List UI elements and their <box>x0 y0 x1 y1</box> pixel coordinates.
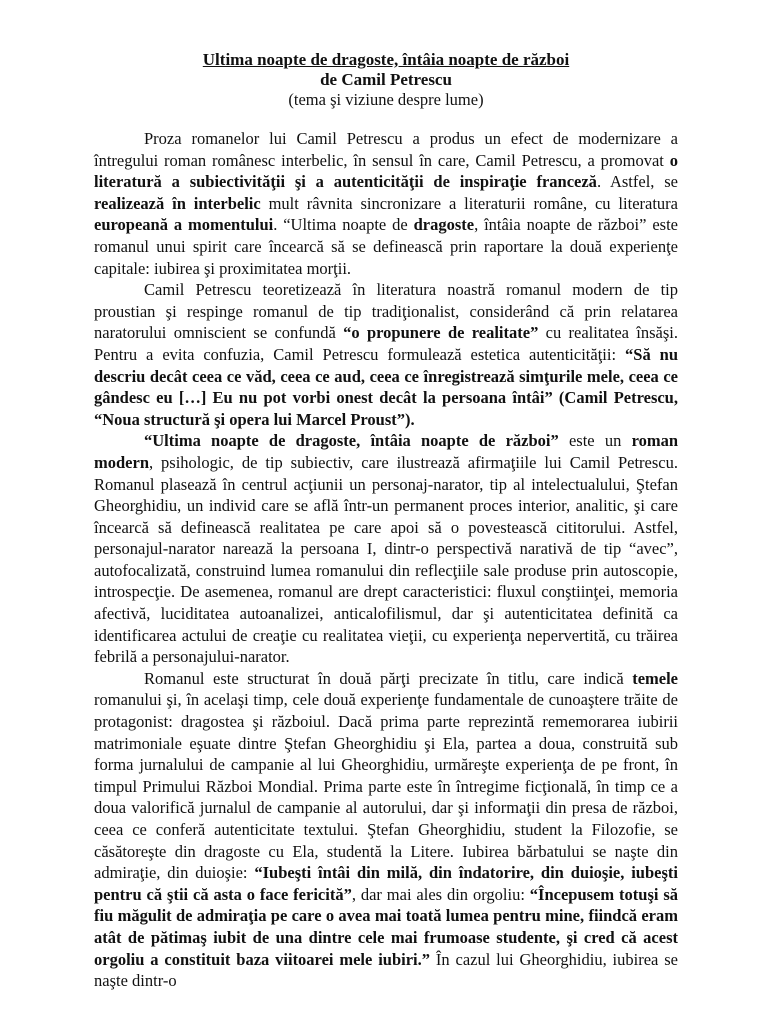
paragraph-3 <box>94 430 678 668</box>
text-run: Proza romanelor lui Camil Petrescu a produs un efect de modernizare a întregului roman românesc interbelic, în sensul în care, Camil Petrescu, a promovat <box>94 129 678 170</box>
text-run: este un <box>558 431 632 451</box>
bold-text-run: o literatură a subiectivităţii şi a autenticităţii de inspiraţie franceză <box>94 150 678 192</box>
document-title: Ultima noapte de dragoste, întâia noapte de război <box>202 50 570 69</box>
document-subtitle: (tema şi viziune despre lume) <box>288 90 484 109</box>
text-run: , întâia noapte de război” este romanul unui spirit care încearcă să se definească prin raportare la două experienţe capitale: iubirea şi proximitatea morţii. <box>94 215 678 278</box>
bold-text-run: “Începusem totuşi să fiu măgulit de admiraţia pe care o avea mai toată lumea pentru mine, fiindcă eram atât de pătimaş iubit de una dintre cele mai frumoase studente, şi cred că acest orgoliu a constituit baza viitoarei mele iubiri.” <box>94 884 679 969</box>
text-run: . Astfel, se <box>596 172 678 192</box>
paragraph-4 <box>94 668 678 992</box>
text-run: . “Ultima noapte de <box>273 215 414 235</box>
title-block <box>94 50 678 110</box>
body-text <box>94 128 678 992</box>
text-run: , dar mai ales din orgoliu: <box>351 884 530 904</box>
text-run: romanului şi, în acelaşi timp, cele două experienţe fundamentale de cunoaştere trăite de protagonist: dragostea şi războiul. Dacă prima parte reprezintă rememorarea iubirii matrimoniale eşuate dintre Ştefan Gheorghidiu şi Ela, partea a doua, construită sub forma jurnalului de campanie al lui Gheorghidiu, urmăreşte experienţa de pe front, în timpul Primului Război Mondial. Prima parte este în întregime ficţională, în timp ce a doua valorifică jurnalul de campanie al autorului, dar şi informaţii din presa de război, ceea ce conferă autenticitate textului. Ştefan Gheorghidiu, student la Filozofie, se căsătoreşte din dragoste cu Ela, studentă la Litere. Iubirea bărbatului se naşte din admiraţie, din duioşie: <box>94 690 678 883</box>
bold-text-run: dragoste <box>413 215 475 235</box>
bold-text-run: “Iubeşti întâi din milă, din îndatorire, din duioşie, iubeşti pentru că ştii că asta o face fericită” <box>94 863 678 904</box>
bold-text-run: temele <box>632 668 678 688</box>
text-run: mult râvnita sincronizare a literaturii române, cu literatura <box>260 193 678 213</box>
text-run: În cazul lui Gheorghidiu, iubirea se naşte dintr-o <box>94 949 678 991</box>
paragraph-1 <box>94 128 678 279</box>
text-run: Romanul este structurat în două părţi precizate în titlu, care indică <box>144 668 633 688</box>
bold-text-run: “Să nu descriu decât ceea ce văd, ceea ce aud, ceea ce înregistrează simţurile mele, ceea ce gândesc eu […] Eu nu pot vorbi onest decât la persoana întâi” (Camil Petrescu, “Noua structură şi opera lui Marcel Proust”). <box>94 344 679 429</box>
text-run: cu realitatea însăşi. Pentru a evita confuzia, Camil Petrescu formulează estetica autenticităţii: <box>94 323 679 364</box>
bold-text-run: “o propunere de realitate” <box>343 323 539 343</box>
bold-text-run: europeană a momentului <box>94 215 274 235</box>
bold-text-run: roman modern <box>94 431 679 472</box>
paragraph-2 <box>94 279 678 430</box>
document-author: de Camil Petrescu <box>320 70 452 89</box>
bold-text-run: realizează în interbelic <box>94 193 261 213</box>
text-run: Camil Petrescu teoretizează în literatura noastră romanul modern de tip proustian şi respinge romanul de tip tradiţionalist, considerând că prin relatarea naratorului omniscient se confundă <box>94 280 678 343</box>
text-run: , psihologic, de tip subiectiv, care ilustrează afirmaţiile lui Camil Petrescu. Romanul plasează în centrul acţiunii un personaj-narator, tip al intelectualului, Ştefan Gheorghidiu, un individ care se află într-un permanent proces interior, analitic, şi care încearcă să definească realitatea pe care apoi să o povestească cititorului. Astfel, personajul-narator narează la persoana I, dintr-o perspectivă narativă de tip “avec”, autofocalizată, construind lumea romanului din reflecţiile sale produse prin autoscopie, introspecţie. De asemenea, romanul are drept caracteristici: fluxul conştiinţei, memoria afectivă, luciditatea autoanalizei, anticalofilismul, dar şi autenticitatea definită ca identificarea actului de creaţie cu realitatea vieţii, cu experienţa nepervertită, cu trăirea febrilă a personajului-narator. <box>94 452 678 667</box>
bold-text-run: “Ultima noapte de dragoste, întâia noapte de război” <box>144 431 559 451</box>
